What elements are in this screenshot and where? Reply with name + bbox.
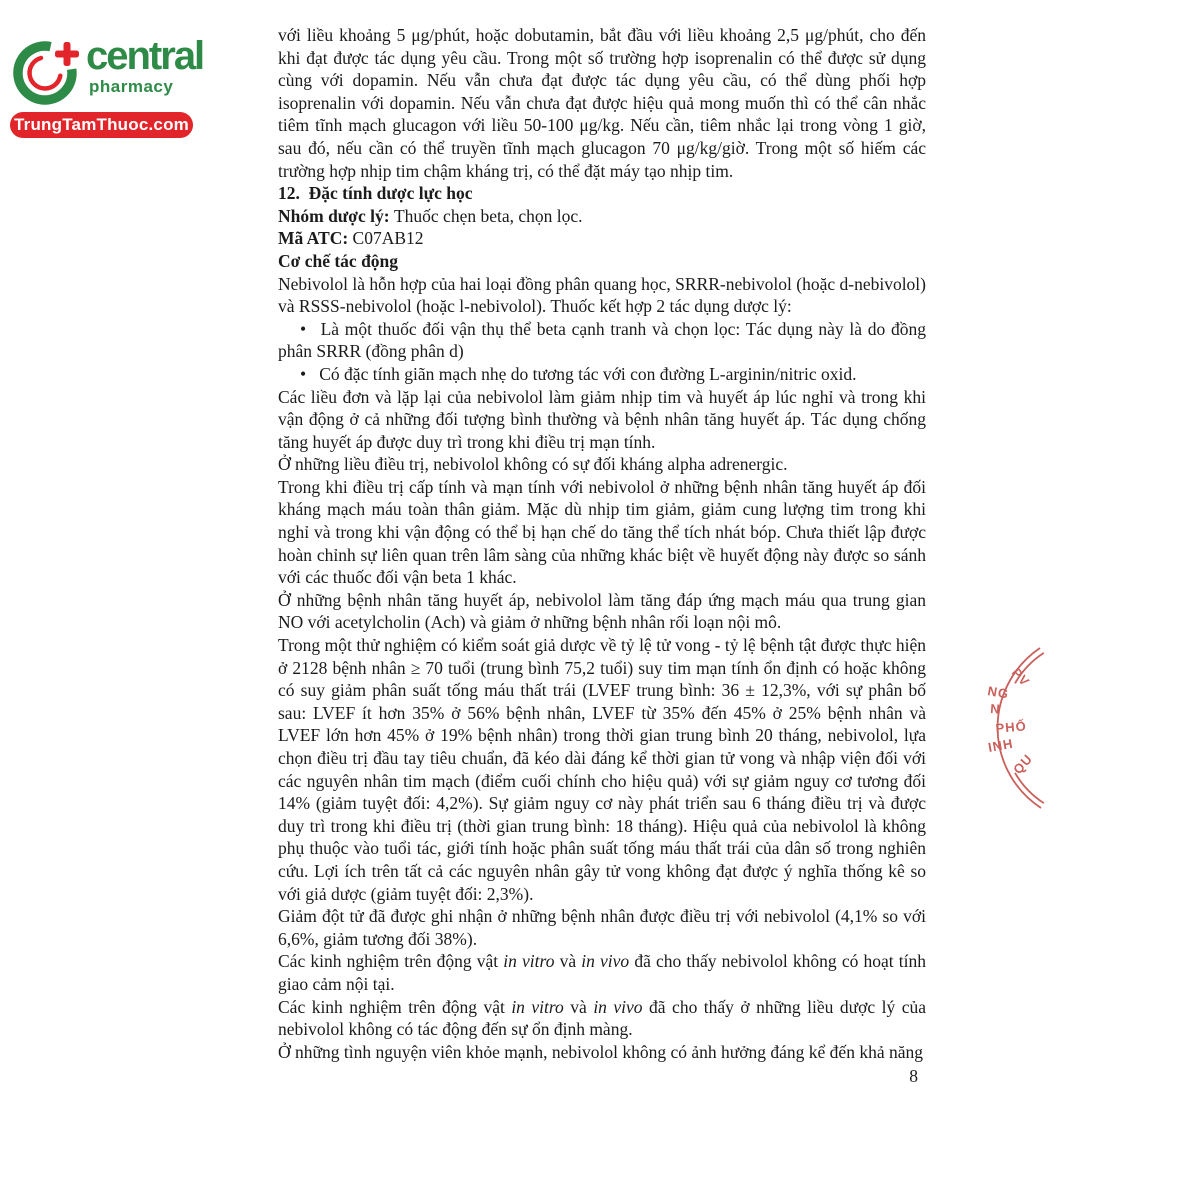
paragraph [278,24,926,182]
text-run: Nebivolol là hỗn hợp của hai loại đồng phân quang học, SRRR-nebivolol (hoặc d-nebivolol) và RSSS-nebivolol (hoặc l-nebivolol). Thuốc kết hợp 2 tác dụng dược lý: [278,273,926,317]
text-run: đã cho thấy ở những liều dược lý của nebivolol không có tác động đến sự ổn định màng. [278,996,926,1040]
text-run: với liều khoảng 5 μg/phút, hoặc dobutamin, bắt đầu với liều khoảng 2,5 μg/phút, cho đến khi đạt được tác dụng yêu cầu. Trong một số trường hợp isoprenalin có thể được sử dụng cùng với dopamin. Nếu vẫn chưa đạt được tác dụng yêu cầu, có thể dùng phối hợp isoprenalin với dopamin. Nếu vẫn chưa đạt được hiệu quả mong muốn thì có thể cân nhắc tiêm tĩnh mạch glucagon với liều 50-100 μg/kg. Nếu cần, tiêm nhắc lại trong vòng 1 giờ, sau đó, nếu cần có thể truyền tĩnh mạch glucagon 70 μg/kg/giờ. Trong một số hiếm các trường hợp nhịp tim chậm kháng trị, có thể đặt máy tạo nhịp tim. [278,25,926,181]
text-run: Thuốc chẹn beta, chọn lọc. [393,205,583,226]
text-run: Ở những bệnh nhân tăng huyết áp, nebivolol làm tăng đáp ứng mạch máu qua trung gian NO với acetylcholin (Ach) và giảm ở những bệnh nhân rối loạn nội mô. [278,589,926,633]
logo-red-c-ring [30,58,61,88]
paragraph [278,273,926,318]
text-run: • Có đặc tính giãn mạch nhẹ do tương tác với con đường L-arginin/nitric oxid. [300,363,857,384]
logo-website-banner: TrungTamThuoc.com [10,112,193,138]
paragraph [278,996,926,1041]
text-run: in vivo [593,996,643,1017]
text-run: Các liều đơn và lặp lại của nebivolol làm giảm nhịp tim và huyết áp lúc nghỉ và trong khi vận động ở cả những đối tượng bình thường và bệnh nhân tăng huyết áp. Tác dụng chống tăng huyết áp được duy trì trong khi điều trị mạn tính. [278,386,926,452]
paragraph [278,1041,926,1064]
stamp-text-fragment: N [989,701,1002,717]
central-pharmacy-logo [10,30,220,142]
text-run: Nhóm dược lý: [278,205,394,226]
logo-brand-text: central [86,34,204,78]
text-run: Ở những tình nguyện viên khỏe mạnh, nebivolol không có ảnh hưởng đáng kể đến khả năng [278,1041,923,1062]
text-run: Ở những liều điều trị, nebivolol không có sự đối kháng alpha adrenergic. [278,454,788,475]
text-run: C07AB12 [352,228,424,249]
stamp-text-fragment: NG [986,683,1011,702]
text-run: Cơ chế tác động [278,250,399,271]
paragraph [278,363,926,386]
text-run: và [554,951,582,972]
red-circular-stamp [975,628,1095,838]
text-run: in vitro [503,951,555,972]
stamp-text-fragment: INH [986,735,1015,755]
text-run: Trong khi điều trị cấp tính và mạn tính với nebivolol ở những bệnh nhân tăng huyết áp đối kháng mạch máu toàn thân giảm. Mặc dù nhịp tim giảm, giảm cung lượng tim trong khi nghỉ và trong khi vận động có thể bị hạn chế do tăng thể tích nhát bóp. Chưa thiết lập được hoàn chỉnh sự liên quan trên lâm sàng của những khác biệt về huyết động này được so sánh với các thuốc đối vận beta 1 khác. [278,476,926,588]
text-run: Giảm đột tử đã được ghi nhận ở những bệnh nhân được điều trị với nebivolol (4,1% so với 6,6%, giảm tương đối 38%). [278,906,926,949]
medical-cross-icon [55,42,79,66]
logo-brand-subtext: pharmacy [89,77,174,96]
stamp-text-fragment: QU [1010,750,1036,778]
paragraph [278,634,926,905]
text-run: Trong một thử nghiệm có kiểm soát giả dược về tỷ lệ tử vong - tỷ lệ bệnh tật được thực hiện ở 2128 bệnh nhân ≥ 70 tuổi (trung bình 75,2 tuổi) suy tim mạn tính ổn định có hoặc không có suy giảm phân suất tống máu thất trái (LVEF trung bình: 36 ± 12,3%, với sự phân bố sau: LVEF ít hơn 35% ở 56% bệnh nhân, LVEF từ 35% đến 45% ở 25% bệnh nhân và LVEF lớn hơn 45% ở 19% bệnh nhân) trong thời gian trung bình 20 tháng, nebivolol, lựa chọn điều trị đầu tay tiêu chuẩn, đã kéo dài đáng kể thời gian tử vong và nhập viện đối với các nguyên nhân tim mạch (điểm cuối chính cho hiệu quả) với sự giảm nguy cơ tương đối 14% (giảm tuyệt đối: 4,2%). Sự giảm nguy cơ này phát triển sau 6 tháng điều trị và được duy trì trong khi điều trị (thời gian trung bình: 18 tháng). Hiệu quả của nebivolol là không phụ thuộc vào tuổi tác, giới tính hoặc phân suất tống máu thất trái của dân số trong nghiên cứu. Lợi ích trên tất cả các nguyên nhân gây tử vong không đạt được ý nghĩa thống kê so với giả dược (giảm tuyệt đối: 2,3%). [278,635,926,904]
document-body [278,24,926,1088]
stamp-text-fragment: PV [1008,664,1033,690]
text-run: Các kinh nghiệm trên động vật [278,996,512,1017]
text-run: 12. Đặc tính dược lực học [278,183,473,204]
paragraph [278,905,926,950]
section-heading [278,182,926,205]
paragraph [278,205,926,228]
paragraph [278,589,926,634]
paragraph [278,386,926,454]
paragraph [278,950,926,995]
paragraph-container [278,24,926,1063]
paragraph [278,476,926,589]
paragraph [278,227,926,250]
central-pharmacy-logo-icon [10,32,90,114]
page-number: 8 [909,1066,918,1087]
stamp-text-group [986,665,1035,777]
paragraph [278,453,926,476]
paragraph [278,318,926,363]
text-run: và [563,996,594,1017]
text-run: đã cho thấy nebivolol không có hoạt tính giao cảm nội tại. [278,951,926,994]
text-run: Mã ATC: [278,228,353,249]
stamp-text-fragment: PHỐ [994,718,1028,736]
text-run: • Là một thuốc đối vận thụ thể beta cạnh tranh và chọn lọc: Tác dụng này là do đồng phân SRRR (đồng phân d) [278,318,926,362]
text-run: in vivo [581,951,630,972]
text-run: Các kinh nghiệm trên động vật [278,951,504,972]
section-heading [278,250,926,273]
text-run: in vitro [511,996,564,1017]
